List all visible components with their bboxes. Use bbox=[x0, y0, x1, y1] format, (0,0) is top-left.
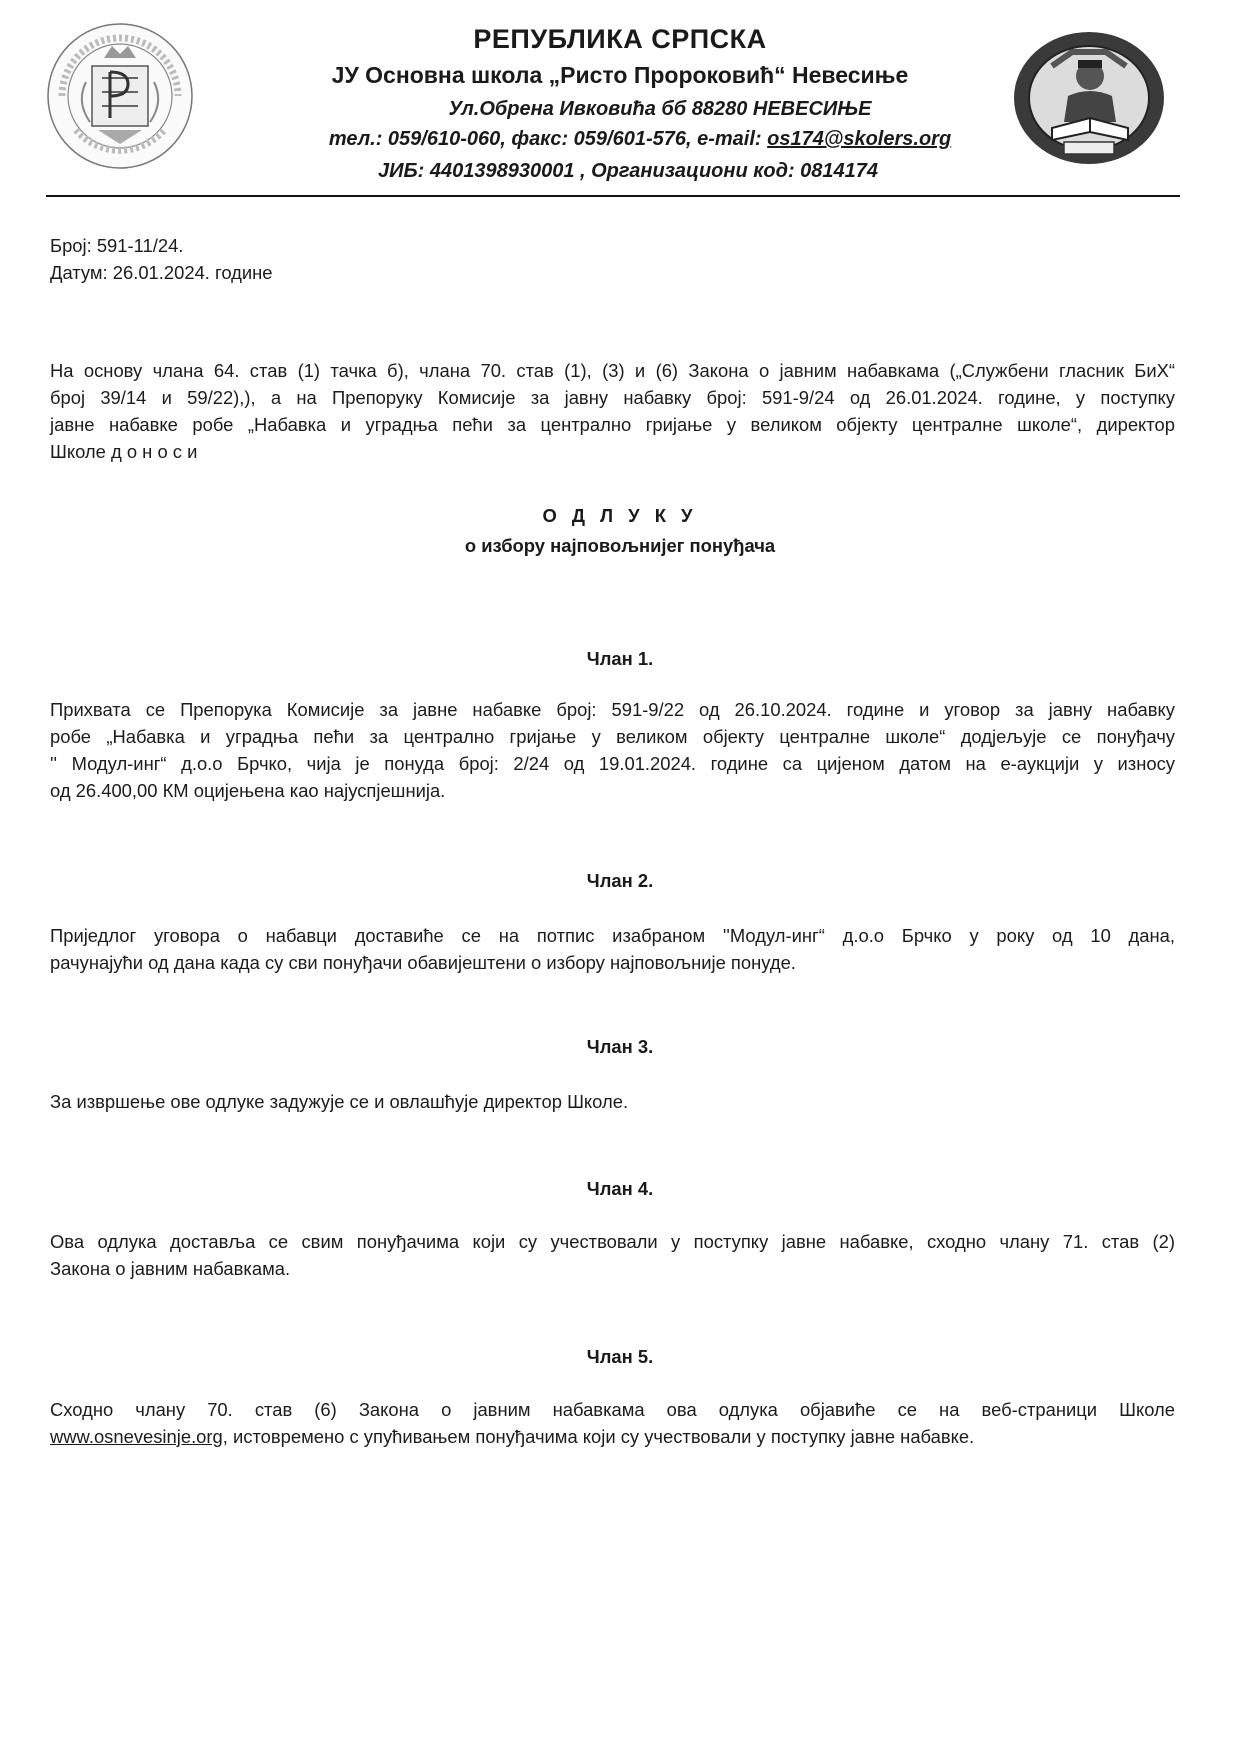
document-number: Број: 591-11/24. bbox=[50, 235, 184, 256]
article-line: За извршење ове одлуке задужује се и овлашћује директор Школе. bbox=[50, 1091, 629, 1112]
article-line: рачунајући од дана када су сви понуђачи обавијештени о избору најповољније понуде. bbox=[50, 952, 796, 973]
article-line bbox=[50, 1423, 1175, 1450]
article-line: од 26.400,00 КМ оцијењена као најуспјешнија. bbox=[50, 780, 446, 801]
intro-paragraph bbox=[50, 357, 1175, 465]
article-4-heading: Члан 4. bbox=[586, 1178, 654, 1199]
document-meta bbox=[50, 232, 273, 286]
decision-subtitle: о избору најповољнијег понуђача bbox=[464, 535, 776, 556]
header-email-link[interactable]: os174@skolers.org bbox=[767, 128, 952, 150]
article-3-heading: Члан 3. bbox=[586, 1036, 654, 1057]
document-date: Датум: 26.01.2024. године bbox=[50, 262, 273, 283]
intro-line: јавне набавке робе „Набавка и уградња пећи за централно гријање у великом објекту централне школе“, директор bbox=[50, 414, 1175, 435]
header-contact-text: тел.: 059/610-060, факс: 059/601-576, e-mail: bbox=[328, 128, 768, 150]
article-line: Ова одлука доставља се свим понуђачима који су учествовали у поступку јавне набавке, сходно члану 71. став (2) bbox=[50, 1231, 1175, 1252]
header-address: Ул.Обрена Ивковића бб 88280 НЕВЕСИЊЕ bbox=[448, 98, 872, 120]
header-title: РЕПУБЛИКА СРПСКА bbox=[473, 24, 767, 54]
intro-line: Школе д о н о с и bbox=[50, 441, 198, 462]
article-2-heading: Члан 2. bbox=[586, 870, 654, 891]
decision-title: О Д Л У К У bbox=[542, 505, 698, 526]
article-line: Сходно члану 70. став (6) Закона о јавним набавкама ова одлука објавиће се на веб-страници Школе bbox=[50, 1399, 1175, 1420]
article-1-heading: Члан 1. bbox=[586, 648, 654, 669]
school-website-link[interactable]: www.osnevesinje.org bbox=[50, 1426, 223, 1447]
article-2-text bbox=[50, 922, 1175, 976]
article-line: '' Модул-инг“ д.о.о Брчко, чија је понуда број: 2/24 од 19.01.2024. године са цијеном датом на е-аукцији у износу bbox=[50, 753, 1175, 774]
article-line: Прихвата се Препорука Комисије за јавне набавке број: 591-9/22 од 26.10.2024. године и уговор за јавну набавку bbox=[50, 699, 1175, 720]
article-4-text bbox=[50, 1228, 1175, 1282]
header-divider bbox=[46, 195, 1180, 197]
article-line: Закона о јавним набавкама. bbox=[50, 1258, 291, 1279]
intro-line: На основу члана 64. став (1) тачка б), члана 70. став (1), (3) и (6) Закона о јавним набавкама („Службени гласник БиХ“ bbox=[50, 360, 1175, 381]
article-line: робе „Набавка и уградња пећи за централно гријање у великом објекту централне школе“ додјељује се понуђачу bbox=[50, 726, 1175, 747]
article-1-text bbox=[50, 696, 1175, 804]
article-3-text bbox=[50, 1088, 1175, 1115]
article-line: Приједлог уговора о набавци доставиће се на потпис изабраном ''Модул-инг“ д.о.о Брчко у року од 10 дана, bbox=[50, 925, 1175, 946]
article-line-rest: , истовремено с упућивањем понуђачима који су учествовали у поступку јавне набавке. bbox=[222, 1426, 975, 1447]
intro-line: број 39/14 и 59/22),), а на Препоруку Комисије за јавну набавку број: 591-9/24 од 26.01.2024. године, у поступку bbox=[50, 387, 1175, 408]
header-ids: ЈИБ: 4401398930001 , Организациони код: 0814174 bbox=[377, 160, 879, 182]
article-5-text bbox=[50, 1396, 1175, 1450]
article-5-heading: Члан 5. bbox=[586, 1346, 654, 1367]
header-school-name: ЈУ Основна школа „Ристо Пророковић“ Невесиње bbox=[331, 62, 909, 88]
header-contact bbox=[20, 128, 1240, 151]
